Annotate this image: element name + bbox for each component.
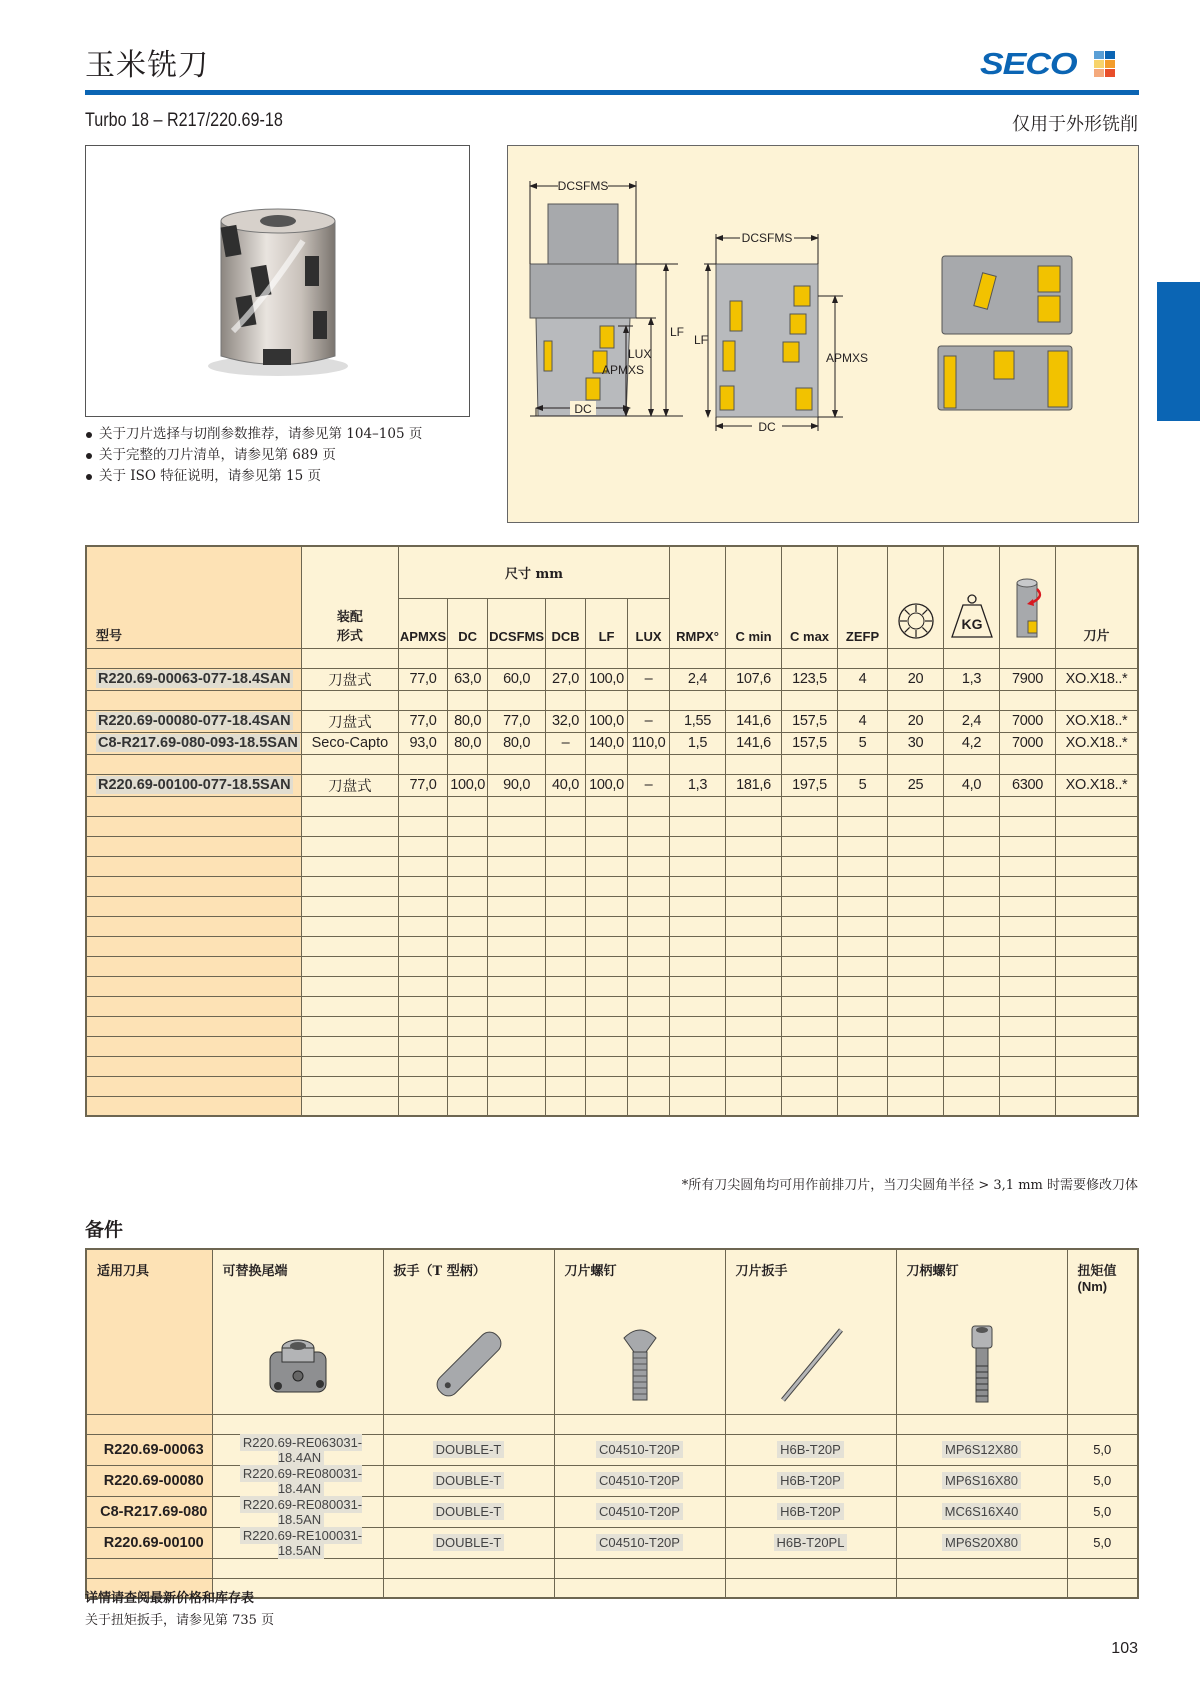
empty-row bbox=[86, 856, 1138, 876]
coolant-value: 30 bbox=[888, 732, 944, 754]
lf-label: LF bbox=[670, 325, 685, 339]
dc-label-2: DC bbox=[758, 420, 776, 434]
model-code: R220.69-00080-077-18.4SAN bbox=[98, 713, 291, 729]
tool-code: R220.69-00080 bbox=[86, 1465, 212, 1496]
col-t-wrench bbox=[383, 1249, 554, 1414]
torque-wrench-note: 关于扭矩扳手，请参见第 735 页 bbox=[85, 1613, 275, 1628]
col-t-wrench-label: 扳手（T 型柄） bbox=[393, 1264, 486, 1279]
empty-row bbox=[86, 896, 1138, 916]
cutter-specs-table bbox=[85, 545, 1139, 1117]
col-cmax: C max bbox=[782, 546, 838, 648]
dc-label: DC bbox=[574, 402, 592, 416]
col-dc: DC bbox=[448, 598, 488, 648]
seco-logo bbox=[980, 46, 1115, 82]
col-torque-label: 扭矩值 bbox=[1077, 1264, 1117, 1279]
coolant-value: 20 bbox=[888, 668, 944, 690]
zefp-value: 5 bbox=[838, 774, 888, 796]
lux-value: – bbox=[628, 668, 670, 690]
rmpx-value: 1,5 bbox=[670, 732, 726, 754]
replaceable-tail-icon bbox=[258, 1324, 338, 1404]
capto-cutter-drawing bbox=[530, 178, 684, 416]
lux-label: LUX bbox=[628, 347, 652, 361]
empty-row bbox=[86, 816, 1138, 836]
lf-value: 100,0 bbox=[586, 710, 628, 732]
rpm-value: 7900 bbox=[1000, 668, 1056, 690]
reference-notes bbox=[85, 424, 422, 487]
dcsfms-value: 60,0 bbox=[488, 668, 546, 690]
lux-value: – bbox=[628, 774, 670, 796]
insert-value: XO.X18..* bbox=[1056, 732, 1138, 754]
tail-part: R220.69-RE100031-18.5AN bbox=[240, 1527, 362, 1559]
empty-row bbox=[86, 916, 1138, 936]
usage-note: 仅用于外形铣削 bbox=[1012, 114, 1138, 135]
empty-row bbox=[86, 956, 1138, 976]
zefp-value: 4 bbox=[838, 710, 888, 732]
insert-key-part: H6B-T20P bbox=[777, 1472, 844, 1489]
empty-row bbox=[86, 1076, 1138, 1096]
rpm-value: 6300 bbox=[1000, 774, 1056, 796]
dcsfms-label-2: DCSFMS bbox=[741, 231, 793, 245]
dimension-diagram bbox=[507, 145, 1139, 523]
cmin-value: 181,6 bbox=[726, 774, 782, 796]
zefp-value: 4 bbox=[838, 668, 888, 690]
dimensions-group-label: 尺寸 mm bbox=[504, 566, 563, 582]
spare-row bbox=[86, 1434, 1138, 1465]
col-mount-line1: 装配 bbox=[336, 609, 363, 625]
weight-value: 4,2 bbox=[944, 732, 1000, 754]
col-shank-screw bbox=[896, 1249, 1067, 1414]
rmpx-value: 2,4 bbox=[670, 668, 726, 690]
t-wrench-part: DOUBLE-T bbox=[433, 1472, 505, 1489]
note-item: 关于刀片选择与切削参数推荐，请参见第 104–105 页 bbox=[85, 424, 422, 445]
spare-parts-table bbox=[85, 1248, 1139, 1599]
apmxs-label-2: APMXS bbox=[826, 351, 869, 365]
col-dcsfms: DCSFMS bbox=[488, 598, 546, 648]
shank-screw-part: MP6S12X80 bbox=[942, 1441, 1021, 1458]
model-code: R220.69-00100-077-18.5SAN bbox=[98, 777, 291, 793]
col-coolant bbox=[888, 546, 944, 648]
weight-kg-icon bbox=[949, 591, 995, 641]
t-wrench-part: DOUBLE-T bbox=[433, 1441, 505, 1458]
lux-value: 110,0 bbox=[628, 732, 670, 754]
table-row bbox=[86, 732, 1138, 754]
zefp-value: 5 bbox=[838, 732, 888, 754]
weight-value: 1,3 bbox=[944, 668, 1000, 690]
dc-value: 63,0 bbox=[448, 668, 488, 690]
col-weight bbox=[944, 546, 1000, 648]
insert-screw-part: C04510-T20P bbox=[596, 1441, 683, 1458]
header-rule bbox=[85, 90, 1139, 95]
lf-value: 140,0 bbox=[586, 732, 628, 754]
product-photo bbox=[85, 145, 470, 417]
t-handle-wrench-icon bbox=[434, 1324, 504, 1404]
section-tab bbox=[1157, 282, 1200, 421]
insert-screw-icon bbox=[620, 1324, 660, 1404]
dcb-value: – bbox=[546, 732, 586, 754]
lf-value: 100,0 bbox=[586, 668, 628, 690]
empty-row bbox=[86, 936, 1138, 956]
cutter-dimension-drawing bbox=[508, 146, 1140, 524]
shank-screw-icon bbox=[967, 1324, 997, 1404]
insert-value: XO.X18..* bbox=[1056, 710, 1138, 732]
col-lux: LUX bbox=[628, 598, 670, 648]
col-mount bbox=[301, 546, 398, 648]
model-code: C8-R217.69-080-093-18.5SAN bbox=[98, 735, 298, 751]
col-tail bbox=[212, 1249, 383, 1414]
shank-screw-part: MC6S16X40 bbox=[942, 1503, 1022, 1520]
col-model: 型号 bbox=[86, 546, 301, 648]
col-insert-screw-label: 刀片螺钉 bbox=[564, 1264, 617, 1279]
empty-row bbox=[86, 996, 1138, 1016]
empty-row bbox=[86, 976, 1138, 996]
col-tail-label: 可替换尾端 bbox=[222, 1264, 288, 1279]
table-row bbox=[86, 668, 1138, 690]
kg-label: KG bbox=[961, 615, 983, 632]
insert-screw-part: C04510-T20P bbox=[596, 1534, 683, 1551]
mount-type: 刀盘式 bbox=[301, 710, 398, 732]
cmax-value: 157,5 bbox=[782, 710, 838, 732]
insert-value: XO.X18..* bbox=[1056, 774, 1138, 796]
torque-value: 5,0 bbox=[1067, 1434, 1138, 1465]
mount-type: 刀盘式 bbox=[301, 774, 398, 796]
torque-value: 5,0 bbox=[1067, 1465, 1138, 1496]
insert-screw-part: C04510-T20P bbox=[596, 1503, 683, 1520]
dc-value: 80,0 bbox=[448, 710, 488, 732]
col-dcb: DCB bbox=[546, 598, 586, 648]
empty-row bbox=[86, 876, 1138, 896]
tail-part: R220.69-RE063031-18.4AN bbox=[240, 1434, 362, 1466]
shell-mill-drawing bbox=[694, 230, 868, 434]
col-max-rpm bbox=[1000, 546, 1056, 648]
spare-row bbox=[86, 1465, 1138, 1496]
empty-row bbox=[86, 1096, 1138, 1116]
tool-code: R220.69-00100 bbox=[86, 1527, 212, 1558]
dc-value: 80,0 bbox=[448, 732, 488, 754]
brand-name: SECO bbox=[980, 46, 1077, 81]
price-note: 详情请查阅最新价格和库存表 bbox=[85, 1591, 255, 1606]
coolant-value: 25 bbox=[888, 774, 944, 796]
t-wrench-part: DOUBLE-T bbox=[433, 1534, 505, 1551]
coolant-holes-icon bbox=[896, 601, 936, 641]
rpm-value: 7000 bbox=[1000, 710, 1056, 732]
empty-rows bbox=[86, 796, 1138, 1116]
milling-cutter-icon bbox=[193, 181, 363, 381]
max-rpm-icon bbox=[1011, 577, 1045, 641]
mount-type: Seco-Capto bbox=[301, 732, 398, 754]
dcb-value: 32,0 bbox=[546, 710, 586, 732]
insert-key-icon bbox=[771, 1324, 851, 1404]
dcsfms-label: DCSFMS bbox=[557, 179, 609, 193]
lf-value: 100,0 bbox=[586, 774, 628, 796]
footnote: *所有刀尖圆角均可用作前排刀片，当刀尖圆角半径 > 3,1 mm 时需要修改刀体 bbox=[681, 1178, 1138, 1193]
empty-row bbox=[86, 1016, 1138, 1036]
col-torque bbox=[1067, 1249, 1138, 1414]
cmax-value: 157,5 bbox=[782, 732, 838, 754]
note-item: 关于 ISO 特征说明，请参见第 15 页 bbox=[85, 466, 422, 487]
weight-value: 2,4 bbox=[944, 710, 1000, 732]
rmpx-value: 1,3 bbox=[670, 774, 726, 796]
col-zefp: ZEFP bbox=[838, 546, 888, 648]
torque-value: 5,0 bbox=[1067, 1527, 1138, 1558]
col-mount-line2: 形式 bbox=[336, 628, 363, 644]
apmxs-label: APMXS bbox=[602, 363, 645, 377]
cmin-value: 107,6 bbox=[726, 668, 782, 690]
insert-detail-drawing bbox=[938, 256, 1072, 410]
product-subtitle: Turbo 18 – R217/220.69-18 bbox=[85, 110, 283, 131]
col-torque-unit: (Nm) bbox=[1077, 1279, 1108, 1294]
lf-label-2: LF bbox=[694, 333, 709, 347]
insert-key-part: H6B-T20P bbox=[777, 1503, 844, 1520]
tool-code: C8-R217.69-080 bbox=[86, 1496, 212, 1527]
col-lf: LF bbox=[586, 598, 628, 648]
dcsfms-value: 80,0 bbox=[488, 732, 546, 754]
page-title: 玉米铣刀 bbox=[85, 48, 209, 83]
note-item: 关于完整的刀片清单，请参见第 689 页 bbox=[85, 445, 422, 466]
insert-screw-part: C04510-T20P bbox=[596, 1472, 683, 1489]
spare-row bbox=[86, 1527, 1138, 1558]
dcb-value: 27,0 bbox=[546, 668, 586, 690]
cmax-value: 197,5 bbox=[782, 774, 838, 796]
col-rmpx: RMPX° bbox=[670, 546, 726, 648]
spare-row bbox=[86, 1496, 1138, 1527]
apmxs-value: 77,0 bbox=[398, 668, 447, 690]
col-insert-screw bbox=[554, 1249, 725, 1414]
col-apmxs: APMXS bbox=[398, 598, 447, 648]
cmin-value: 141,6 bbox=[726, 732, 782, 754]
rpm-value: 7000 bbox=[1000, 732, 1056, 754]
tail-part: R220.69-RE080031-18.4AN bbox=[240, 1465, 362, 1497]
weight-value: 4,0 bbox=[944, 774, 1000, 796]
dcsfms-value: 77,0 bbox=[488, 710, 546, 732]
footer-notes bbox=[85, 1588, 274, 1632]
col-group-dimensions bbox=[398, 546, 669, 598]
table-row bbox=[86, 774, 1138, 796]
insert-key-part: H6B-T20PL bbox=[774, 1534, 848, 1551]
spares-title: 备件 bbox=[85, 1219, 124, 1241]
insert-value: XO.X18..* bbox=[1056, 668, 1138, 690]
col-cmin: C min bbox=[726, 546, 782, 648]
apmxs-value: 77,0 bbox=[398, 710, 447, 732]
col-shank-screw-label: 刀柄螺钉 bbox=[906, 1264, 959, 1279]
rmpx-value: 1,55 bbox=[670, 710, 726, 732]
lux-value: – bbox=[628, 710, 670, 732]
dcsfms-value: 90,0 bbox=[488, 774, 546, 796]
col-tool: 适用刀具 bbox=[86, 1249, 212, 1414]
col-insert: 刀片 bbox=[1056, 546, 1138, 648]
cmin-value: 141,6 bbox=[726, 710, 782, 732]
mount-type: 刀盘式 bbox=[301, 668, 398, 690]
dc-value: 100,0 bbox=[448, 774, 488, 796]
shank-screw-part: MP6S20X80 bbox=[942, 1534, 1021, 1551]
apmxs-value: 93,0 bbox=[398, 732, 447, 754]
empty-row bbox=[86, 796, 1138, 816]
empty-row bbox=[86, 836, 1138, 856]
apmxs-value: 77,0 bbox=[398, 774, 447, 796]
model-code: R220.69-00063-077-18.4SAN bbox=[98, 671, 291, 687]
empty-row bbox=[86, 1056, 1138, 1076]
cmax-value: 123,5 bbox=[782, 668, 838, 690]
torque-value: 5,0 bbox=[1067, 1496, 1138, 1527]
empty-row bbox=[86, 1036, 1138, 1056]
logo-mark-icon bbox=[1094, 51, 1115, 77]
t-wrench-part: DOUBLE-T bbox=[433, 1503, 505, 1520]
table-row bbox=[86, 710, 1138, 732]
insert-key-part: H6B-T20P bbox=[777, 1441, 844, 1458]
tail-part: R220.69-RE080031-18.5AN bbox=[240, 1496, 362, 1528]
dcb-value: 40,0 bbox=[546, 774, 586, 796]
coolant-value: 20 bbox=[888, 710, 944, 732]
col-insert-key-label: 刀片扳手 bbox=[735, 1264, 788, 1279]
page-number: 103 bbox=[1111, 1640, 1138, 1657]
shank-screw-part: MP6S16X80 bbox=[942, 1472, 1021, 1489]
tool-code: R220.69-00063 bbox=[86, 1434, 212, 1465]
col-insert-key bbox=[725, 1249, 896, 1414]
